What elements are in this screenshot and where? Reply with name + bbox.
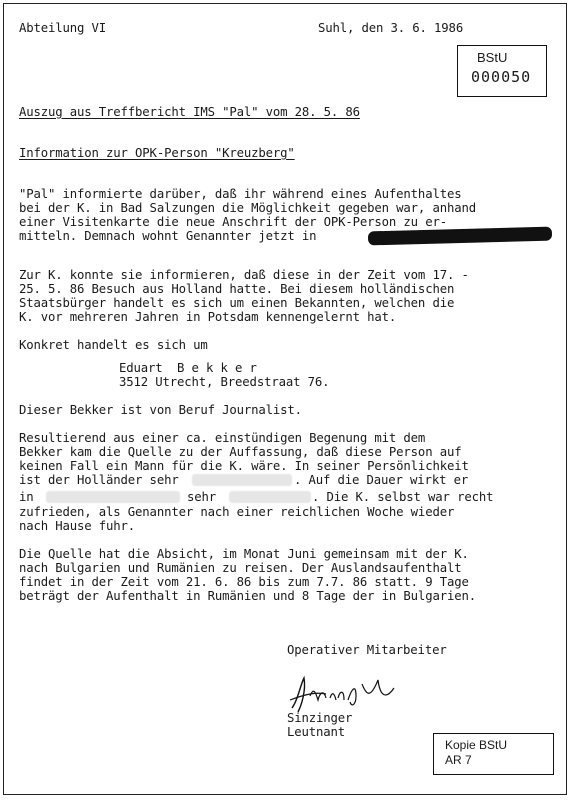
paragraph-1-line: bei der K. in Bad Salzungen die Möglichkeit gegeben war, anhand <box>19 201 476 215</box>
paragraph-5-line: . Auf die Dauer wirkt er <box>294 473 469 487</box>
paragraph-5-line: in <box>19 490 34 504</box>
paragraph-2-line: 25. 5. 86 Besuch aus Holland hatte. Bei diesem holländischen <box>19 282 455 296</box>
paragraph-5-line: nach Hause fuhr. <box>19 519 136 533</box>
paragraph-6-line: beträgt der Aufenthalt in Rumänien und 8 Tage der in Bulgarien. <box>19 589 476 603</box>
page-border <box>3 3 567 795</box>
paragraph-2-line: Staatsbürger handelt es sich um einen Bekannten, welchen die <box>19 296 455 310</box>
redaction-blur <box>46 491 180 503</box>
paragraph-2-line: K. vor mehreren Jahren in Potsdam kennengelernt hat. <box>19 310 397 324</box>
paragraph-5-line: sehr <box>187 490 217 504</box>
signature-role: Operativer Mitarbeiter <box>287 643 447 657</box>
redaction-blur <box>229 491 311 503</box>
paragraph-1-line: mitteln. Demnach wohnt Genannter jetzt in <box>19 229 317 243</box>
address-street: 3512 Utrecht, Breedstraat 76. <box>119 375 330 389</box>
department-label: Abteilung VI <box>19 21 107 35</box>
signature-name: Sinzinger <box>287 711 353 725</box>
bstu-stamp <box>457 45 547 97</box>
paragraph-5-line: ist der Holländer sehr <box>19 473 179 487</box>
paragraph-5-line: Bekker kam die Quelle zu der Auffassung, daß diese Person auf <box>19 445 462 459</box>
paragraph-2-line: Zur K. konnte sie informieren, daß diese in der Zeit vom 17. - <box>19 268 469 282</box>
paragraph-5-line: Resultierend aus einer ca. einstündigen Begenung mit dem <box>19 431 426 445</box>
paragraph-6-line: nach Bulgarien und Rumänien zu reisen. Der Auslandsaufenthalt <box>19 561 462 575</box>
paragraph-1-line: "Pal" informierte darüber, daß ihr während eines Aufenthaltes <box>19 187 462 201</box>
copy-stamp-line: Kopie BStU <box>445 738 508 752</box>
paragraph-4: Dieser Bekker ist von Beruf Journalist. <box>19 403 302 417</box>
paragraph-1-line: einer Visitenkarte die neue Anschrift der OPK-Person zu er- <box>19 215 447 229</box>
redaction-blur <box>192 474 292 486</box>
place-date: Suhl, den 3. 6. 1986 <box>318 21 464 35</box>
paragraph-3: Konkret handelt es sich um <box>19 338 208 352</box>
document-subtitle: Information zur OPK-Person "Kreuzberg" <box>19 146 295 160</box>
paragraph-6-line: Die Quelle hat die Absicht, im Monat Juni gemeinsam mit der K. <box>19 547 469 561</box>
copy-stamp-line: AR 7 <box>445 753 472 767</box>
bstu-stamp-number: 000050 <box>471 68 532 86</box>
paragraph-5-line: zufrieden, als Genannter nach einer reichlichen Woche wieder <box>19 505 455 519</box>
paragraph-5-line: keinen Fall ein Mann für die K. wäre. In seiner Persönlichkeit <box>19 459 469 473</box>
paragraph-5-line: . Die K. selbst war recht <box>312 490 494 504</box>
signature-rank: Leutnant <box>287 725 346 739</box>
document-title: Auszug aus Treffbericht IMS "Pal" vom 28. 5. 86 <box>19 105 360 119</box>
address-name: Eduart B e k k e r <box>119 361 257 375</box>
paragraph-6-line: findet in der Zeit vom 21. 6. 86 bis zum 7.7. 86 statt. 9 Tage <box>19 575 469 589</box>
copy-stamp <box>433 733 554 775</box>
bstu-stamp-label: BStU <box>477 50 508 65</box>
